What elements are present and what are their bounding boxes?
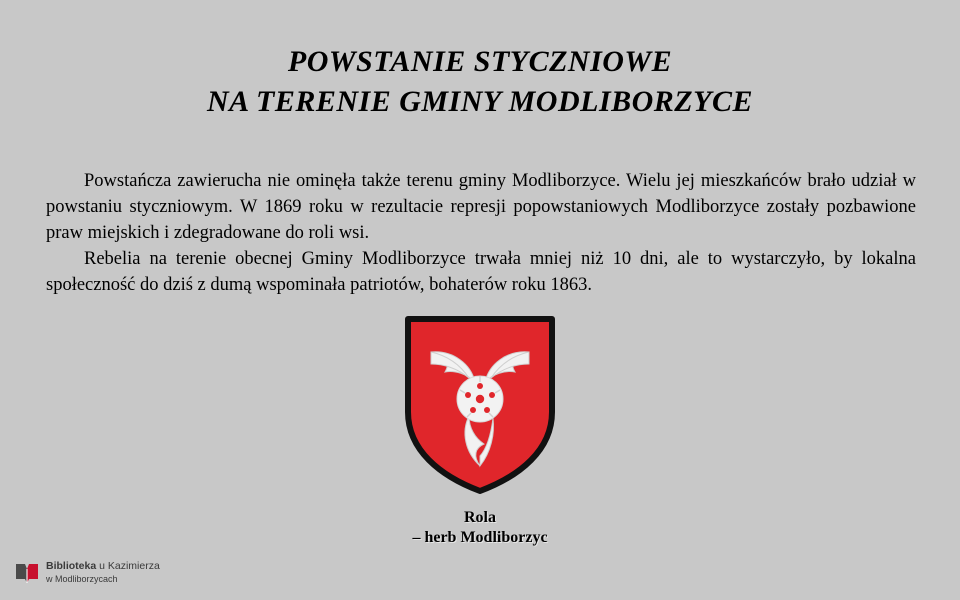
footer-logo <box>14 560 160 586</box>
coat-of-arms-image <box>405 316 555 494</box>
caption-line-2: – herb Modliborzyc <box>412 529 548 546</box>
paragraph-2: Rebelia na terenie obecnej Gminy Modliborzyce trwała mniej niż 10 dni, ale to wystarczyło, by lokalna społeczność do dziś z dumą wspominała patriotów, bohaterów roku 1863. <box>46 249 916 295</box>
coat-of-arms-figure <box>0 316 960 499</box>
body-text <box>46 168 916 298</box>
title-line-2: NA TERENIE GMINY MODLIBORZYCE <box>207 85 753 118</box>
footer-logo-line-1: Biblioteka u Kazimierza <box>46 560 160 572</box>
rose-charge <box>457 376 503 422</box>
title-line-1: POWSTANIE STYCZNIOWE <box>287 45 673 78</box>
footer-logo-text <box>46 561 160 585</box>
page-title <box>0 42 960 122</box>
book-logo-icon <box>14 560 40 586</box>
caption-line-1: Rola <box>464 509 496 526</box>
paragraph-1: Powstańcza zawierucha nie ominęła także terenu gminy Modliborzyce. Wielu jej mieszkańców brało udział w powstaniu styczniowym. W 1869 roku w rezultacie represji popowstaniowych Modliborzyce zostały pozbawione praw miejskich i zdegradowane do roli wsi. <box>46 171 916 243</box>
shield-icon <box>405 316 555 494</box>
footer-logo-line-2: w Modliborzycach <box>46 574 118 584</box>
image-caption <box>0 508 960 548</box>
